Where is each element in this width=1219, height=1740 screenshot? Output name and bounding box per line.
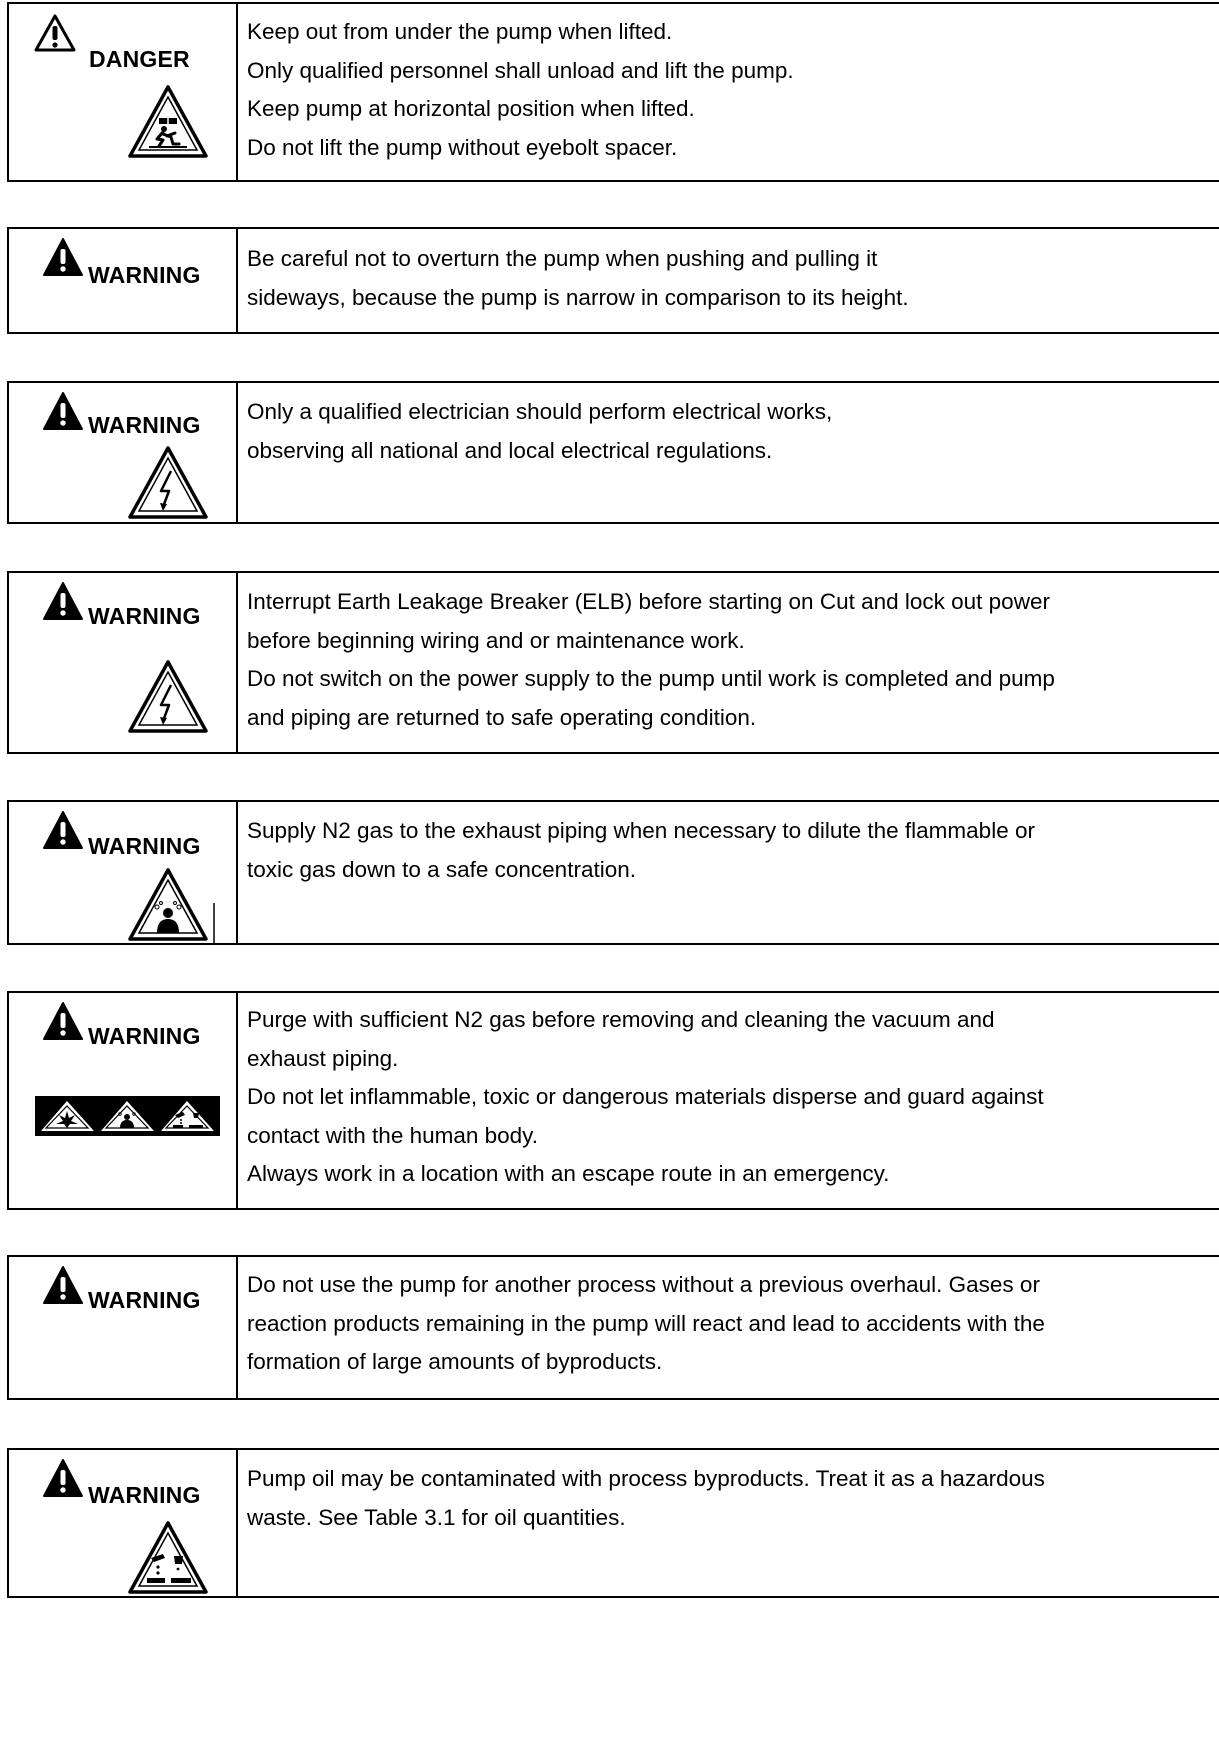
notice-line: Keep out from under the pump when lifted. — [247, 19, 673, 44]
notice-box — [7, 227, 1219, 334]
notice-line: contact with the human body. — [247, 1122, 539, 1148]
notice-text — [247, 1266, 1219, 1382]
notice-box — [7, 381, 1219, 524]
signal-word: WARNING — [88, 1287, 201, 1313]
notice-line: Keep pump at horizontal position when lifted. — [247, 96, 695, 121]
notice-line: Supply N2 gas to the exhaust piping when necessary to dilute the flammable or — [247, 818, 1035, 843]
toxic-gas-hazard-icon — [99, 1099, 156, 1133]
notice-line: Only qualified personnel shall unload and lift the pump. — [247, 57, 794, 83]
corrosive-hazard-icon — [159, 1099, 216, 1133]
signal-word: WARNING — [88, 412, 201, 438]
notice-line: and piping are returned to safe operating condition. — [247, 704, 757, 730]
notice-symbol-column — [9, 4, 238, 180]
notice-text — [247, 240, 1219, 317]
signal-word: WARNING — [88, 603, 201, 629]
warning-solid-triangle-icon — [42, 1001, 84, 1041]
notice-symbol-column — [9, 802, 238, 943]
warning-solid-triangle-icon — [42, 237, 84, 277]
notice-box — [7, 1448, 1219, 1598]
notice-line: Pump oil may be contaminated with process byproducts. Treat it as a hazardous — [247, 1466, 1045, 1491]
notice-line: Purge with sufficient N2 gas before removing and cleaning the vacuum and — [247, 1007, 995, 1032]
signal-word: WARNING — [88, 1023, 201, 1049]
warning-solid-triangle-icon — [42, 810, 84, 850]
warning-solid-triangle-icon — [42, 391, 84, 431]
notice-line: Do not let inflammable, toxic or dangerous materials disperse and guard against — [247, 1084, 1044, 1109]
notice-symbol-column — [9, 383, 238, 522]
warning-solid-triangle-icon — [42, 1265, 84, 1305]
signal-word: WARNING — [88, 1482, 201, 1508]
notice-box — [7, 800, 1219, 945]
notice-text — [247, 1460, 1219, 1537]
notice-line: exhaust piping. — [247, 1045, 399, 1071]
warning-solid-triangle-icon — [42, 581, 84, 621]
notice-line: observing all national and local electrical regulations. — [247, 437, 773, 463]
notice-line: waste. See Table 3.1 for oil quantities. — [247, 1504, 626, 1530]
notice-line: Do not switch on the power supply to the pump until work is completed and pump — [247, 666, 1055, 691]
notice-text — [247, 393, 1219, 470]
notice-symbol-column — [9, 1257, 238, 1398]
notice-line: before beginning wiring and or maintenance work. — [247, 627, 745, 653]
toxic-gas-hazard-icon — [127, 867, 217, 945]
notice-line: Only a qualified electrician should perform electrical works, — [247, 399, 833, 424]
notice-symbol-column — [9, 573, 238, 752]
notice-line: formation of large amounts of byproducts. — [247, 1349, 663, 1374]
notice-line: Do not lift the pump without eyebolt spacer. — [247, 134, 678, 160]
notice-line: Do not use the pump for another process without a previous overhaul. Gases or — [247, 1272, 1040, 1297]
notice-box — [7, 571, 1219, 754]
notice-text — [247, 583, 1219, 737]
notice-line: reaction products remaining in the pump will react and lead to accidents with the — [247, 1310, 1045, 1336]
notice-text — [247, 1001, 1219, 1194]
signal-word: WARNING — [88, 833, 201, 859]
notice-box — [7, 991, 1219, 1210]
electrical-hazard-icon — [127, 445, 209, 521]
notice-symbol-column — [9, 993, 238, 1208]
notice-box — [7, 2, 1219, 182]
electrical-hazard-icon — [127, 659, 209, 735]
crush-hazard-icon — [127, 84, 209, 160]
notice-symbol-column — [9, 229, 238, 332]
signal-word: DANGER — [89, 46, 190, 72]
notice-text — [247, 812, 1219, 889]
corrosive-hazard-icon — [127, 1520, 209, 1596]
notice-line: Always work in a location with an escape route in an emergency. — [247, 1161, 890, 1186]
notice-text — [247, 13, 1219, 167]
signal-word: WARNING — [88, 262, 201, 288]
explosion-hazard-icon — [39, 1099, 96, 1133]
notice-line: sideways, because the pump is narrow in comparison to its height. — [247, 284, 909, 310]
hazard-icon-strip — [35, 1096, 220, 1136]
notice-line: toxic gas down to a safe concentration. — [247, 856, 636, 882]
warning-solid-triangle-icon — [42, 1458, 84, 1498]
notice-symbol-column — [9, 1450, 238, 1596]
danger-outline-triangle-icon — [34, 14, 76, 52]
notice-line: Interrupt Earth Leakage Breaker (ELB) before starting on Cut and lock out power — [247, 589, 1050, 614]
notice-line: Be careful not to overturn the pump when pushing and pulling it — [247, 246, 878, 271]
notice-box — [7, 1255, 1219, 1400]
